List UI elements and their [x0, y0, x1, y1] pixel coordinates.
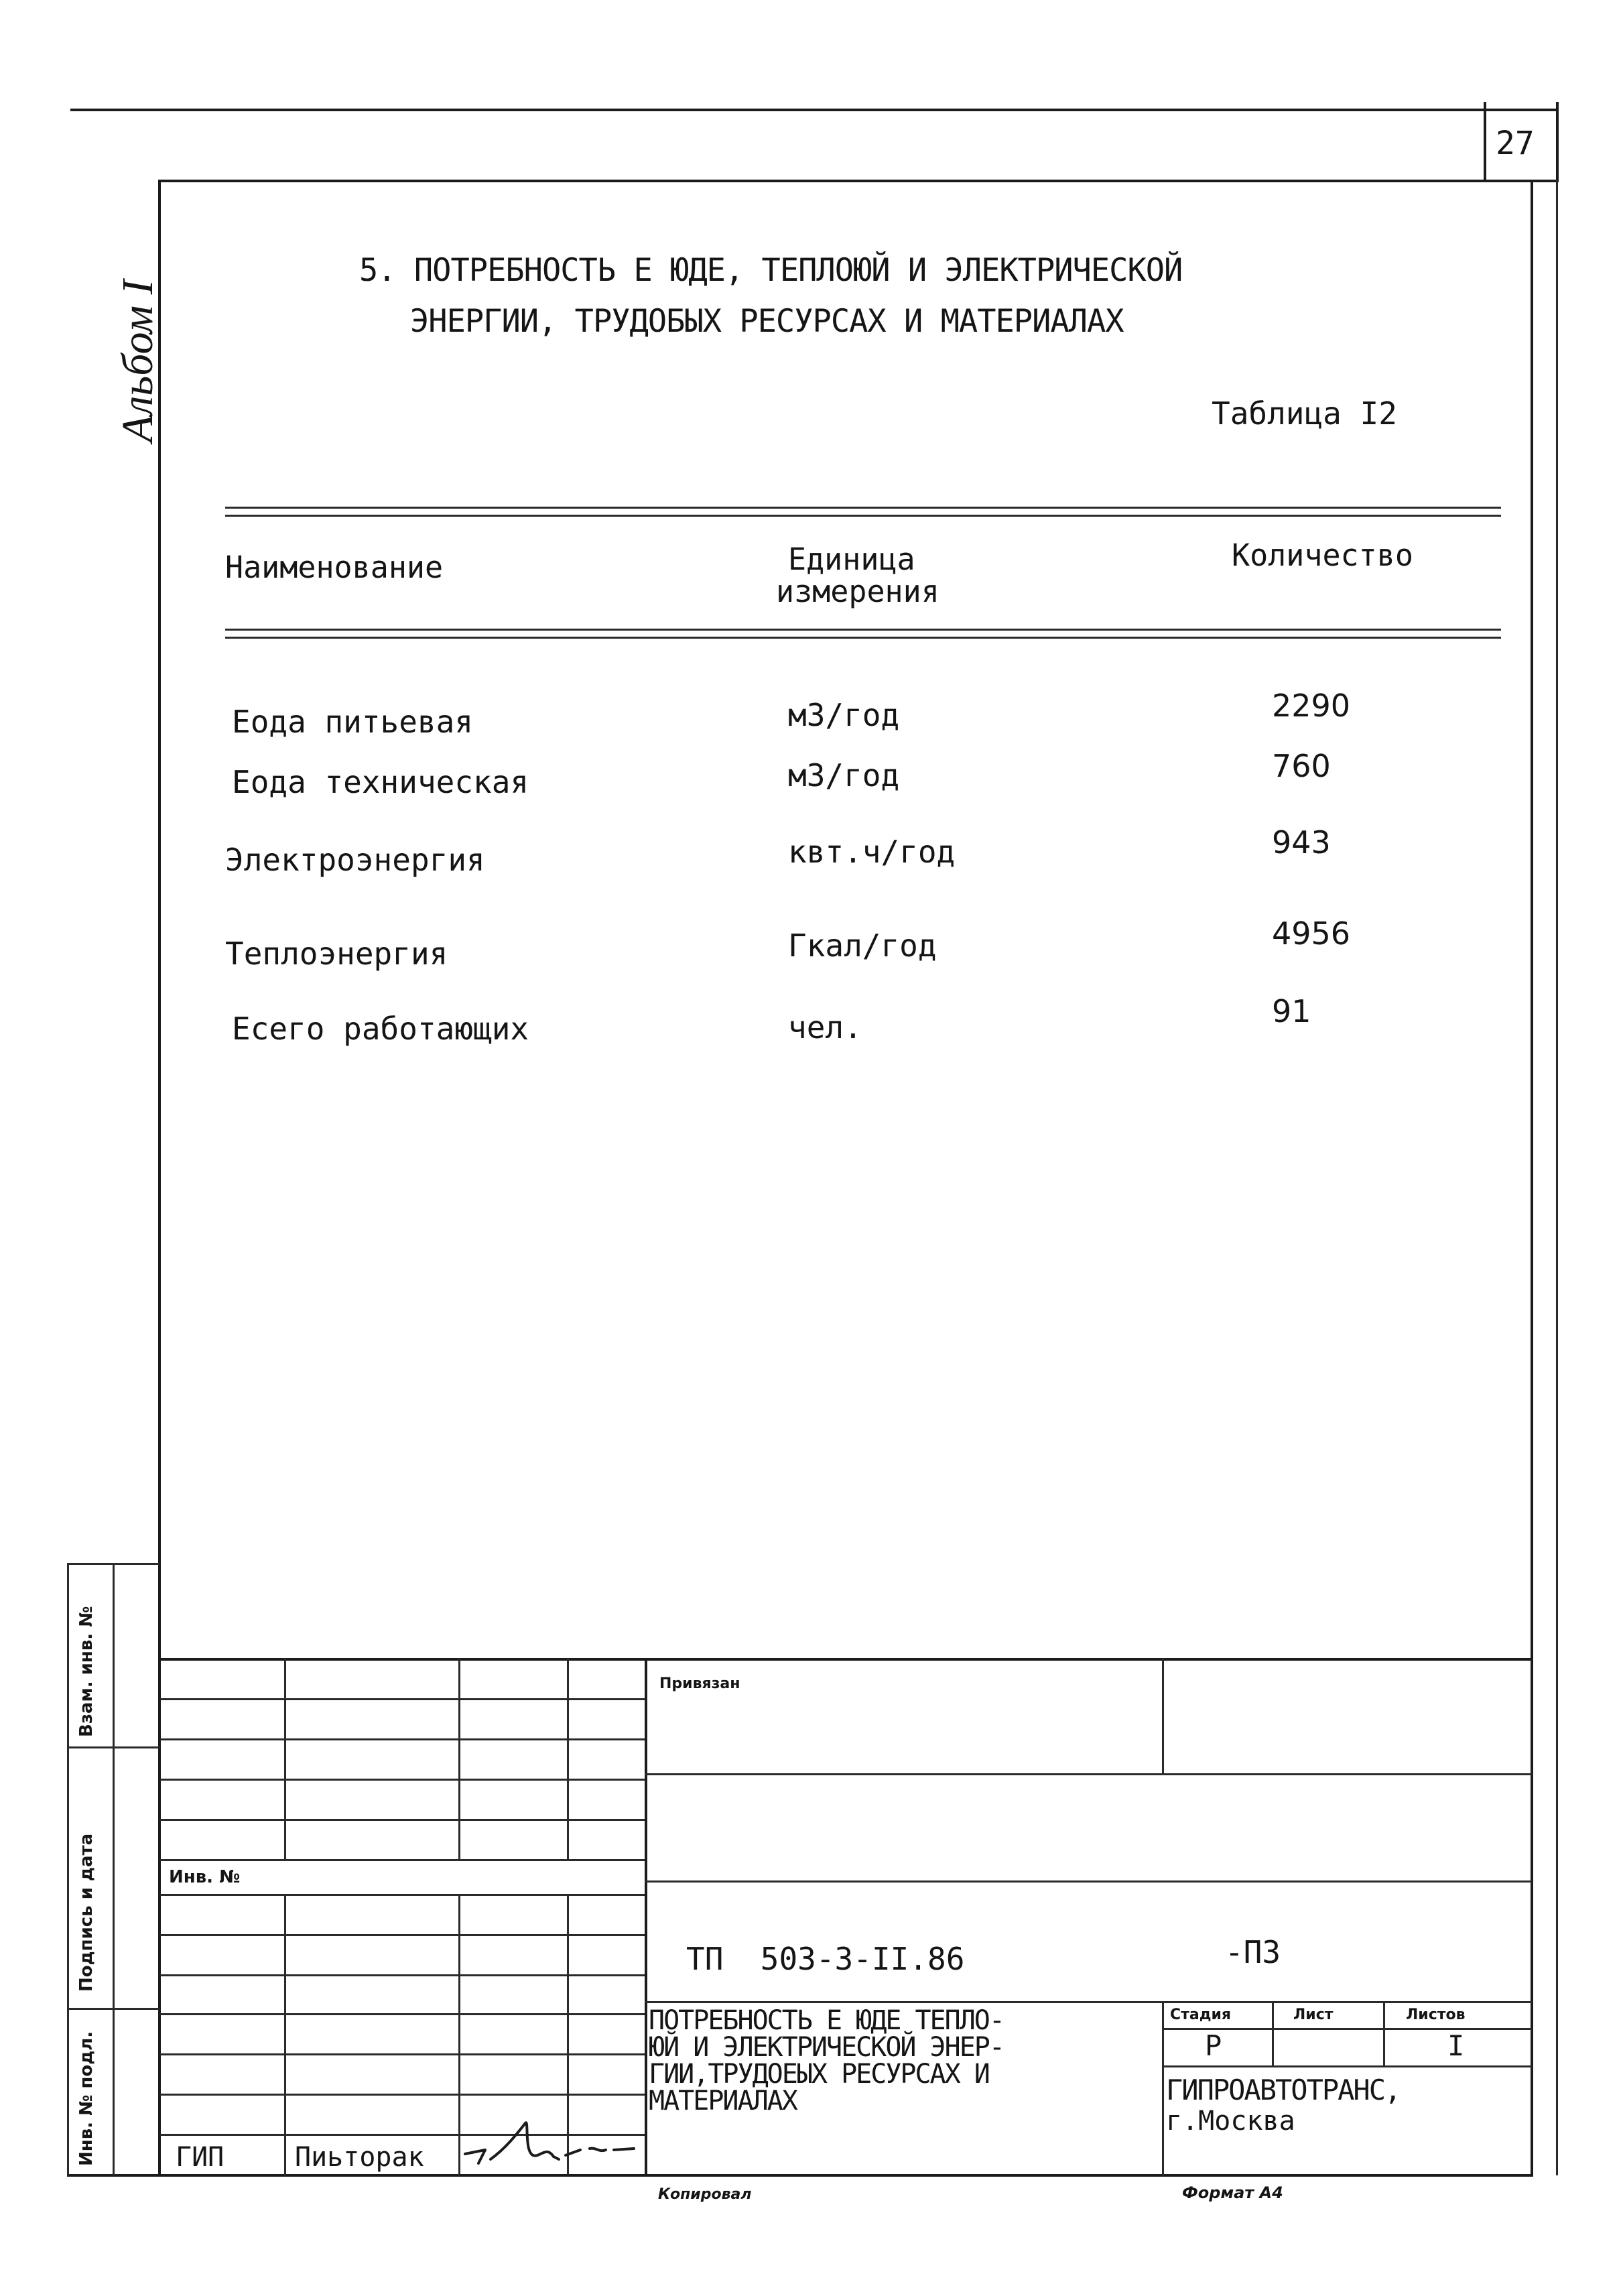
- sheet-title-line-3: ГИИ,ТРУДОЕЫХ РЕСУРСАХ И: [649, 2059, 989, 2090]
- sheet-title-line-4: МАТЕРИАЛАХ: [649, 2086, 797, 2116]
- grid-row-2: [159, 1738, 645, 1740]
- row-qty: 760: [1272, 748, 1331, 784]
- column-header-unit-line-1: Единица: [788, 541, 915, 577]
- table-label: Таблица I2: [1212, 395, 1397, 432]
- gip-role: ГИП: [176, 2142, 224, 2173]
- grid-col-2: [458, 1658, 460, 1859]
- row-unit: м3/год: [788, 697, 900, 733]
- grid-row-3: [159, 1779, 645, 1781]
- row-qty: 4956: [1272, 915, 1351, 952]
- sheet-title-line-2: ЮЙ И ЭЛЕКТРИЧЕСКОЙ ЭНЕР-: [649, 2032, 1004, 2063]
- table-top-rule-1: [225, 507, 1501, 509]
- column-header-name: Наименование: [225, 550, 444, 585]
- gip-person: Пиьторак: [295, 2142, 424, 2173]
- grid-row-4: [159, 1819, 645, 1821]
- grid-col-1: [284, 1658, 286, 1859]
- tb-stage-col-2: [1383, 2001, 1385, 2065]
- row-unit: квт.ч/год: [788, 834, 956, 870]
- copied-label: Копировал: [658, 2186, 752, 2203]
- grid-col-4: [645, 1658, 647, 2175]
- row-name: Теплоэнергия: [225, 936, 448, 972]
- column-header-unit-line-2: измерения: [776, 574, 939, 609]
- row-name: Еода питьевая: [232, 704, 474, 740]
- top-rule: [70, 109, 1558, 111]
- format-label: Формат А4: [1182, 2183, 1283, 2202]
- column-header-qty: Количество: [1232, 537, 1413, 573]
- frame-bottom: [67, 2174, 1533, 2177]
- frame-top: [159, 180, 1559, 182]
- sheet-title-line-1: ПОТРЕБНОСТЬ Е ЮДЕ ТЕПЛО-: [649, 2005, 1004, 2036]
- row-name: Есего работающих: [232, 1011, 529, 1047]
- row-unit: м3/год: [788, 757, 900, 793]
- stamp-sign-date-label: Подпись и дата: [76, 1833, 96, 1992]
- grid-row-1: [159, 1698, 645, 1700]
- row-name: Электроэнергия: [225, 842, 485, 878]
- row-name: Еода техническая: [232, 764, 529, 800]
- organization-line-2: г.Москва: [1166, 2106, 1295, 2136]
- grid-row-9: [159, 2013, 645, 2015]
- tb-stage-row-2: [1162, 2065, 1532, 2067]
- stamp-strip-outer: [67, 1563, 69, 2175]
- stamp-strip-div-1: [67, 1746, 159, 1748]
- page-number-box-right: [1556, 102, 1559, 181]
- sheets-value: I: [1447, 2029, 1465, 2062]
- section-heading-line-1: 5. ПОТРЕБНОСТЬ Е ЮДЕ, ТЕПЛОЮЙ И ЭЛЕКТРИЧЕСКОЙ: [359, 252, 1183, 289]
- row-unit: Гкал/год: [788, 928, 937, 964]
- tb-title-divider: [1162, 2001, 1164, 2175]
- stamp-strip-top: [67, 1563, 159, 1565]
- stamp-strip-div-2: [67, 2008, 159, 2010]
- table-header-rule-2: [225, 637, 1501, 639]
- stamp-inv-orig-label: Инв. № подл.: [76, 2031, 96, 2166]
- album-label: Альбом I: [113, 279, 162, 442]
- section-heading-line-2: ЭНЕРГИИ, ТРУДОБЫХ РЕСУРСАХ И МАТЕРИАЛАХ: [410, 303, 1124, 340]
- stamp-replace-inv-label: Взам. инв. №: [76, 1606, 96, 1737]
- stamp-strip-inner: [113, 1563, 115, 2175]
- frame-left: [158, 180, 161, 2175]
- tb-mid-bottom: [645, 1880, 1532, 1883]
- row-qty: 943: [1272, 824, 1331, 860]
- sheets-label: Листов: [1406, 2006, 1466, 2023]
- organization-line-1: ГИПРОАВТОТРАНС,: [1166, 2074, 1401, 2106]
- frame-right: [1531, 180, 1533, 2175]
- table-header-rule-1: [225, 629, 1501, 631]
- page-number-box-left: [1484, 102, 1486, 181]
- title-block-top: [159, 1658, 1532, 1661]
- tb-code-bottom: [645, 2001, 1532, 2003]
- page-number: 27: [1496, 125, 1535, 162]
- grid-row-7: [159, 1934, 645, 1936]
- document-code: ТП 503-3-II.86: [686, 1941, 965, 1977]
- tb-attached-bottom: [645, 1773, 1532, 1775]
- tb-attached-divider: [1162, 1658, 1164, 1773]
- grid-col-1b: [284, 1894, 286, 2175]
- row-unit: чел.: [788, 1009, 862, 1045]
- row-qty: 91: [1272, 993, 1311, 1029]
- attached-label: Привязан: [659, 1675, 740, 1692]
- grid-row-5: [159, 1859, 645, 1861]
- row-qty: 2290: [1272, 688, 1351, 724]
- stage-label: Стадия: [1170, 2006, 1232, 2023]
- tb-stage-col-1: [1272, 2001, 1274, 2065]
- grid-row-10: [159, 2053, 645, 2055]
- grid-col-3: [567, 1658, 569, 1859]
- grid-row-6: [159, 1894, 645, 1896]
- grid-row-8: [159, 1974, 645, 1976]
- stage-value: Р: [1205, 2029, 1222, 2062]
- document-code-suffix: -ПЗ: [1225, 1934, 1281, 1970]
- inv-no-label: Инв. №: [169, 1867, 241, 1887]
- frame-right-outer: [1556, 180, 1558, 2175]
- sheet-label: Лист: [1293, 2006, 1334, 2023]
- table-top-rule-2: [225, 515, 1501, 517]
- gip-signature: [458, 2108, 645, 2175]
- grid-row-11: [159, 2094, 645, 2096]
